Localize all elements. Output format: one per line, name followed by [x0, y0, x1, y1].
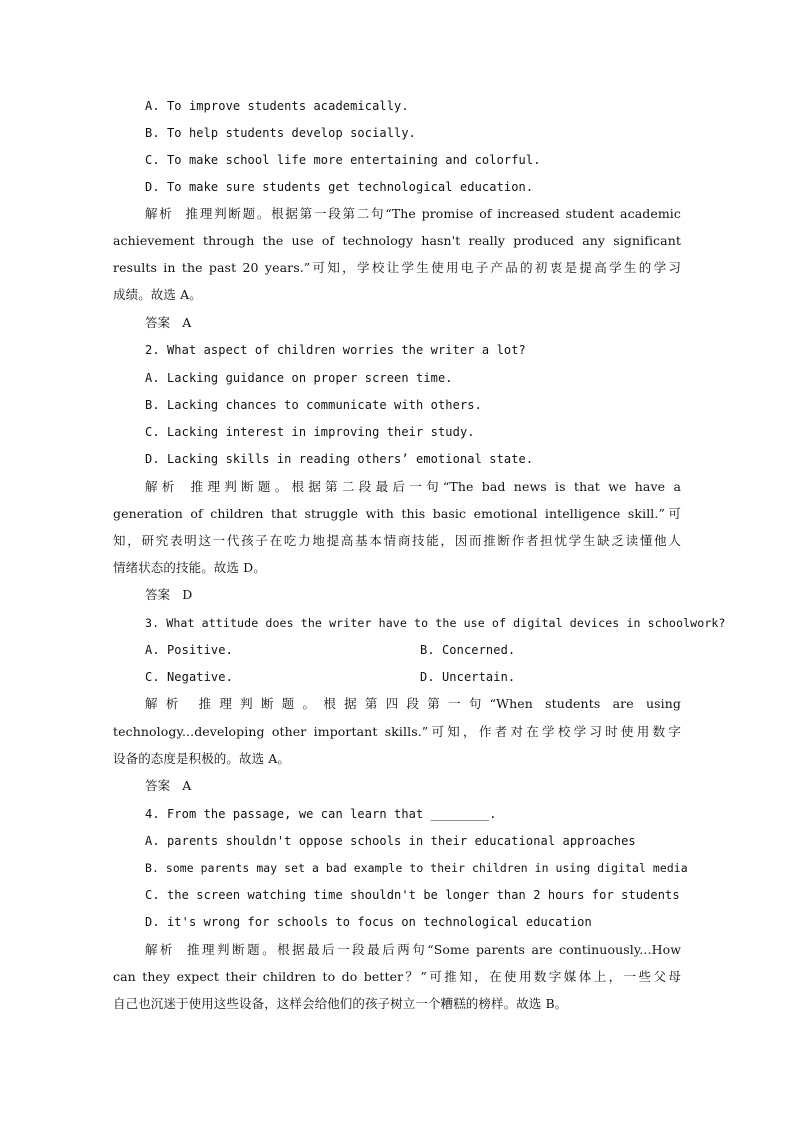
q2-option-a: A. Lacking guidance on proper screen time.	[145, 371, 453, 385]
q2-option-d: D. Lacking skills in reading others’ emotional state.	[145, 452, 534, 466]
answer-value: A	[182, 778, 192, 793]
explanation-label: 解析	[145, 696, 187, 711]
q4-explanation-line-3: 自己也沉迷于使用这些设备，这样会给他们的孩子树立一个糟糕的榜样。故选 B。	[113, 996, 568, 1011]
q4-option-c: C. the screen watching time shouldn't be longer than 2 hours for students	[145, 888, 680, 902]
q2-explanation-line-1: 解析 推理判断题。根据第二段最后一句“The bad news is that we have a	[145, 479, 681, 494]
q3-option-d: D. Uncertain.	[420, 670, 516, 684]
q4-explanation-line-2: can they expect their children to do better？”可推知，在使用数字媒体上，一些父母	[113, 969, 681, 984]
explanation-label: 解析	[145, 942, 176, 957]
q3-option-a: A. Positive.	[145, 643, 233, 657]
q1-explanation-line-2: achievement through the use of technology hasn't really produced any significant	[113, 233, 681, 248]
q3-answer	[145, 776, 713, 796]
q2-explanation-line-4: 情绪状态的技能。故选 D。	[113, 560, 266, 575]
q3-explanation-line-1: 解析 推理判断题。根据第四段第一句“When students are using	[145, 696, 681, 711]
q1-explanation-line-4: 成绩。故选 A。	[113, 287, 202, 302]
q2-explanation-line-3: 知，研究表明这一代孩子在吃力地提高基本情商技能，因而推断作者担忧学生缺乏读懂他人	[113, 533, 681, 548]
q3-option-row-2	[145, 667, 713, 687]
q1-explanation-line-1: 解析 推理判断题。根据第一段第二句“The promise of increased student academic	[145, 206, 681, 221]
q1-option-d: D. To make sure students get technological education.	[145, 180, 534, 194]
q4-option-a: A. parents shouldn't oppose schools in their educational approaches	[145, 834, 636, 848]
q1-answer	[145, 313, 713, 333]
answer-value: D	[182, 587, 193, 602]
q4-option-d: D. it's wrong for schools to focus on technological education	[145, 915, 592, 929]
explanation-label: 解析	[145, 206, 174, 221]
q3-option-c: C. Negative.	[145, 670, 233, 684]
q4-explanation-line-1: 解析 推理判断题。根据最后一段最后两句“Some parents are continuously...How	[145, 942, 681, 957]
q1-option-b: B. To help students develop socially.	[145, 126, 417, 140]
q3-option-row-1	[145, 640, 713, 660]
q2-option-b: B. Lacking chances to communicate with others.	[145, 398, 482, 412]
q3-explanation-line-3: 设备的态度是积极的。故选 A。	[113, 751, 291, 766]
q1-option-a: A. To improve students academically.	[145, 99, 409, 113]
q1-explanation-line-3: results in the past 20 years.”可知，学校让学生使用电子产品的初衷是提高学生的学习	[113, 260, 681, 275]
q2-question: 2. What aspect of children worries the writer a lot?	[145, 343, 526, 357]
q3-explanation-line-2: technology...developing other important skills.”可知，作者对在学校学习时使用数字	[113, 724, 681, 739]
explanation-label: 解析	[145, 479, 179, 494]
q3-question: 3. What attitude does the writer have to the use of digital devices in schoolwork?	[145, 616, 726, 630]
answer-label: 答案	[145, 587, 171, 602]
q2-explanation-line-2: generation of children that struggle with this basic emotional intelligence skill.”可	[113, 506, 681, 521]
q1-option-c: C. To make school life more entertaining and colorful.	[145, 153, 541, 167]
answer-value: A	[182, 315, 192, 330]
q3-option-b: B. Concerned.	[420, 643, 516, 657]
answer-label: 答案	[145, 778, 171, 793]
q4-option-b: B. some parents may set a bad example to their children in using digital media	[145, 861, 688, 875]
q4-question: 4. From the passage, we can learn that ________.	[145, 807, 497, 821]
q2-option-c: C. Lacking interest in improving their study.	[145, 425, 475, 439]
answer-label: 答案	[145, 315, 171, 330]
q2-answer	[145, 585, 713, 605]
